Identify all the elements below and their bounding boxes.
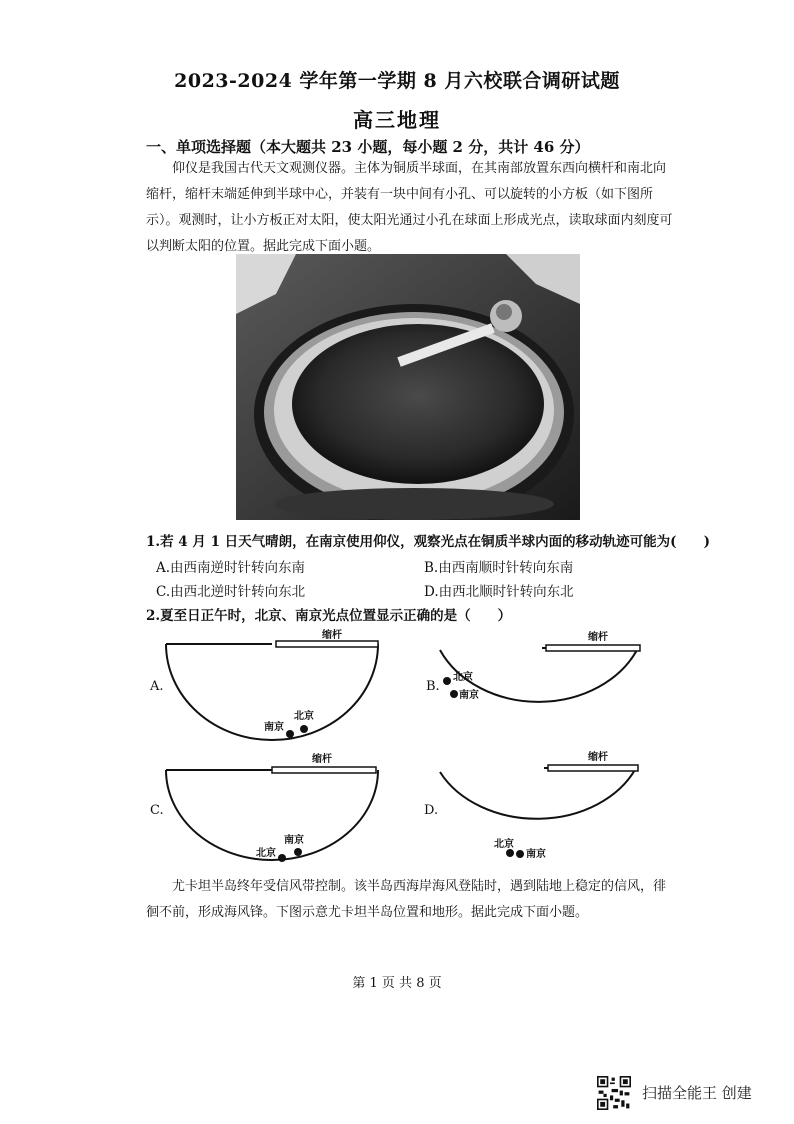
question-1-option-b[interactable]: B.由西南顺时针转向东南 bbox=[424, 560, 574, 576]
question-1-option-a[interactable]: A.由西南逆时针转向东南 bbox=[156, 560, 306, 576]
question-2-option-d-diagram[interactable] bbox=[420, 748, 680, 868]
page-number: 第 1 页 共 8 页 bbox=[352, 976, 442, 991]
beijing-dot bbox=[278, 854, 286, 862]
question-2-option-a-diagram[interactable] bbox=[142, 628, 402, 748]
question-2-stem: 2.夏至日正午时，北京、南京光点位置显示正确的是（ ） bbox=[146, 608, 512, 624]
nanjing-dot bbox=[450, 690, 458, 698]
nanjing-dot bbox=[294, 848, 302, 856]
question-1-option-c[interactable]: C.由西北逆时针转向东北 bbox=[156, 584, 306, 600]
question-2-option-b-diagram[interactable] bbox=[420, 628, 680, 748]
rod-label: 缩杆 bbox=[312, 754, 332, 765]
section-heading: 一、单项选择题（本大题共 23 小题，每小题 2 分，共计 46 分） bbox=[146, 138, 590, 156]
beijing-label: 北京 bbox=[256, 848, 276, 859]
nanjing-label: 南京 bbox=[264, 722, 284, 733]
rod-label: 缩杆 bbox=[322, 630, 342, 641]
exam-subject: 高三地理 bbox=[353, 108, 441, 132]
nanjing-dot bbox=[286, 730, 294, 738]
beijing-dot bbox=[300, 725, 308, 733]
beijing-label: 北京 bbox=[453, 672, 473, 683]
beijing-label: 北京 bbox=[294, 711, 314, 722]
rod-label: 缩杆 bbox=[588, 632, 608, 643]
question-1-option-d[interactable]: D.由西北顺时针转向东北 bbox=[424, 584, 574, 600]
nanjing-dot bbox=[516, 850, 524, 858]
nanjing-label: 南京 bbox=[526, 849, 546, 860]
passage-2-paragraph: 尤卡坦半岛终年受信风带控制。该半岛西海岸海风登陆时，遇到陆地上稳定的信风，徘徊不前，形成海风锋。下图示意尤卡坦半岛位置和地形。据此完成下面小题。 bbox=[146, 879, 667, 920]
qr-code-icon bbox=[597, 1076, 631, 1110]
nanjing-label: 南京 bbox=[459, 690, 479, 701]
question-2-option-c-diagram[interactable] bbox=[142, 748, 402, 868]
exam-title: 2023-2024 学年第一学期 8 月六校联合调研试题 bbox=[174, 70, 620, 92]
rod-label: 缩杆 bbox=[588, 752, 608, 763]
question-1-stem: 1.若 4 月 1 日天气晴朗，在南京使用仰仪，观察光点在铜质半球内面的移动轨迹可能为( ) bbox=[146, 534, 710, 550]
option-d-letter: D. bbox=[424, 803, 439, 818]
option-a-letter: A. bbox=[150, 679, 164, 694]
beijing-dot bbox=[506, 849, 514, 857]
nanjing-label: 南京 bbox=[284, 835, 304, 846]
option-c-letter: C. bbox=[150, 803, 164, 818]
scanner-watermark: 扫描全能王 创建 bbox=[642, 1084, 752, 1102]
intro-paragraph: 仰仪是我国古代天文观测仪器。主体为铜质半球面，在其南部放置东西向横杆和南北向缩杆，缩杆末端延伸到半球中心，并装有一块中间有小孔、可以旋转的小方板（如下图所示）。观测时，让小方板正对太阳，使太阳光通过小孔在球面上形成光点，读取球面内刻度可以判断太阳的位置。据此完成下面小题。 bbox=[146, 161, 673, 254]
yangyi-instrument-photo bbox=[236, 254, 580, 520]
beijing-dot bbox=[443, 677, 451, 685]
option-b-letter: B. bbox=[426, 679, 440, 694]
beijing-label: 北京 bbox=[494, 839, 514, 850]
